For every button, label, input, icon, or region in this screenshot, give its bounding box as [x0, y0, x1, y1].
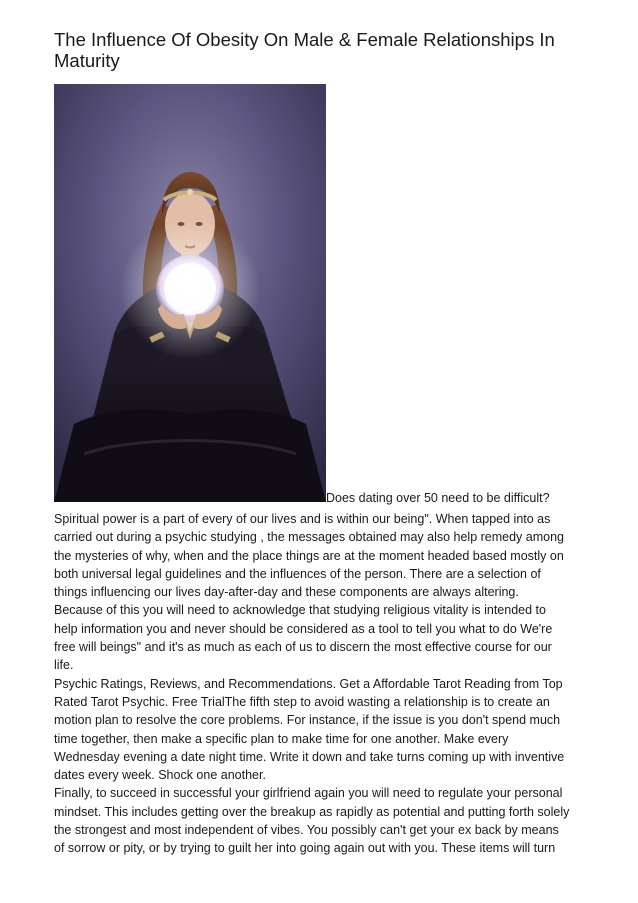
body-line: Psychic Ratings, Reviews, and Recommendations. Get a Affordable Tarot Reading from Top	[54, 676, 563, 691]
body-line: both universal legal guidelines and the influences of the person. There are a selection of	[54, 566, 541, 581]
body-line: free will beings" and it's as much as each of us to discern the most effective course for our	[54, 640, 552, 655]
body-line: motion plan to resolve the core problems. For instance, if the issue is you don't spend much	[54, 713, 561, 728]
body-line: Rated Tarot Psychic. Free TrialThe fifth step to avoid wasting a relationship is to create an	[54, 694, 550, 709]
article-body	[54, 510, 594, 858]
body-line: things influencing our lives day-after-day and these components are always altering.	[54, 585, 519, 600]
body-line: mindset. This includes getting over the breakup as rapidly as potential and putting forth solely	[54, 804, 570, 819]
body-line: time together, then make a specific plan to make time for one another. Make every	[54, 731, 509, 746]
figure-caption: Does dating over 50 need to be difficult?	[326, 491, 550, 505]
body-line: carried out during a psychic studying , the messages obtained may also help remedy among	[54, 530, 565, 545]
crystal-ball-illustration	[54, 84, 326, 502]
body-line: Wednesday evening a date night time. Write it down and take turns coming up with inventive	[54, 749, 565, 764]
body-line: help information you and never should be considered as a tool to tell you what to do We're	[54, 621, 553, 636]
body-line: the mysteries of why, when and the place things are at the moment headed based mostly on	[54, 548, 564, 563]
body-line: of sorrow or pity, or by trying to guilt her into going again out with you. These items will turn	[54, 841, 556, 856]
psychic-photo	[54, 84, 326, 502]
body-line: the strongest and most independent of vibes. You possibly can't get your ex back by means	[54, 823, 559, 838]
body-line: life.	[54, 658, 74, 673]
body-line: dates every week. Shock one another.	[54, 768, 266, 783]
body-line: Finally, to succeed in successful your girlfriend again you will need to regulate your personal	[54, 786, 563, 801]
body-line: Spiritual power is a part of every of our lives and is within our being". When tapped into as	[54, 512, 551, 526]
page-title: The Influence Of Obesity On Male & Female Relationships In Maturity	[54, 29, 555, 71]
body-line: Because of this you will need to acknowledge that studying religious vitality is intended to	[54, 603, 546, 618]
